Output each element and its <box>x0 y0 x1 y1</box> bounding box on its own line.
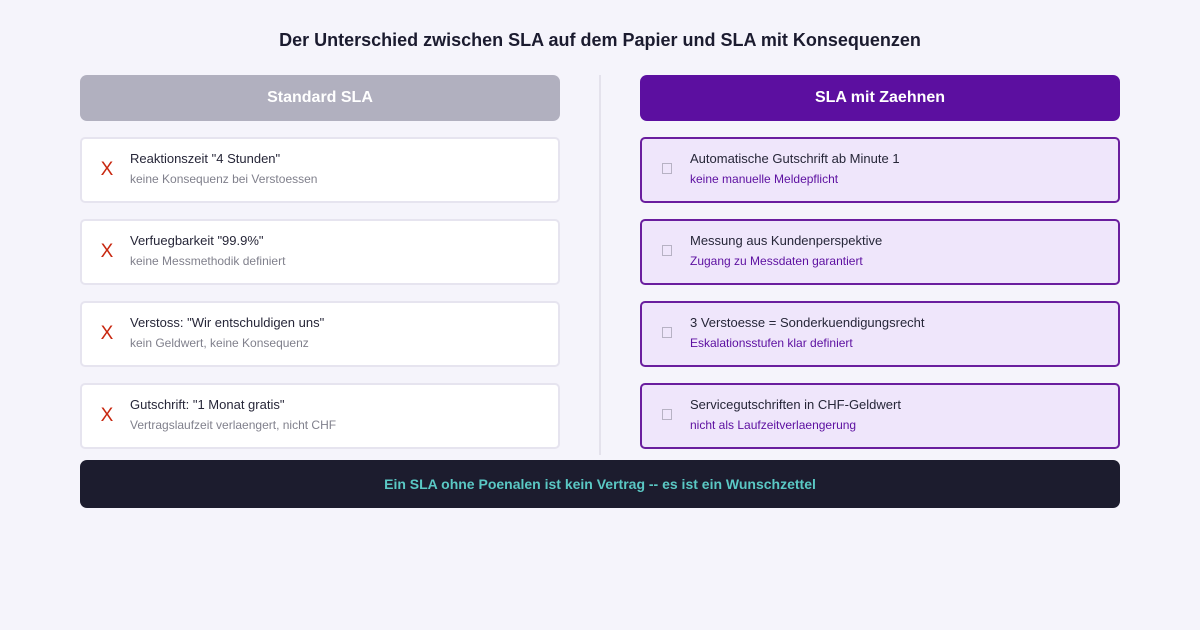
item-title: 3 Verstoesse = Sonderkuendigungsrecht <box>690 315 925 330</box>
item-note: keine Konsequenz bei Verstoessen <box>130 172 318 186</box>
item-title: Verfuegbarkeit "99.9%" <box>130 233 264 248</box>
standard-sla-item <box>80 219 560 285</box>
item-note: Vertragslaufzeit verlaengert, nicht CHF <box>130 418 337 432</box>
standard-sla-item <box>80 301 560 367</box>
sla-with-teeth-header: SLA mit Zaehnen <box>640 75 1120 121</box>
checkbox-icon <box>662 409 672 420</box>
item-note: keine manuelle Meldepflicht <box>690 172 839 186</box>
item-title: Gutschrift: "1 Monat gratis" <box>130 397 285 412</box>
standard-sla-column <box>80 75 560 449</box>
checkbox-icon <box>662 245 672 256</box>
sla-with-teeth-column <box>640 75 1120 449</box>
item-title: Servicegutschriften in CHF-Geldwert <box>690 397 901 412</box>
sla-with-teeth-item <box>640 219 1120 285</box>
cross-icon: X <box>100 241 114 262</box>
item-title: Reaktionszeit "4 Stunden" <box>130 151 281 166</box>
item-title: Verstoss: "Wir entschuldigen uns" <box>130 315 325 330</box>
item-title: Messung aus Kundenperspektive <box>690 233 883 248</box>
sla-with-teeth-item <box>640 137 1120 203</box>
sla-with-teeth-item <box>640 301 1120 367</box>
item-note: kein Geldwert, keine Konsequenz <box>130 336 309 350</box>
item-note: Zugang zu Messdaten garantiert <box>690 254 863 268</box>
item-note: nicht als Laufzeitverlaengerung <box>690 418 857 432</box>
conclusion-banner <box>80 460 1120 508</box>
page-title: Der Unterschied zwischen SLA auf dem Papier und SLA mit Konsequenzen <box>279 30 921 50</box>
sla-with-teeth-item <box>640 383 1120 449</box>
column-divider <box>599 75 601 455</box>
item-note: Eskalationsstufen klar definiert <box>690 336 853 350</box>
standard-sla-header: Standard SLA <box>80 75 560 121</box>
checkbox-icon <box>662 327 672 338</box>
standard-sla-item <box>80 383 560 449</box>
cross-icon: X <box>100 323 114 344</box>
cross-icon: X <box>100 405 114 426</box>
cross-icon: X <box>100 159 114 180</box>
item-title: Automatische Gutschrift ab Minute 1 <box>690 151 900 166</box>
checkbox-icon <box>662 163 672 174</box>
conclusion-text: Ein SLA ohne Poenalen ist kein Vertrag -- es ist ein Wunschzettel <box>384 476 816 492</box>
item-note: keine Messmethodik definiert <box>130 254 286 268</box>
standard-sla-item <box>80 137 560 203</box>
